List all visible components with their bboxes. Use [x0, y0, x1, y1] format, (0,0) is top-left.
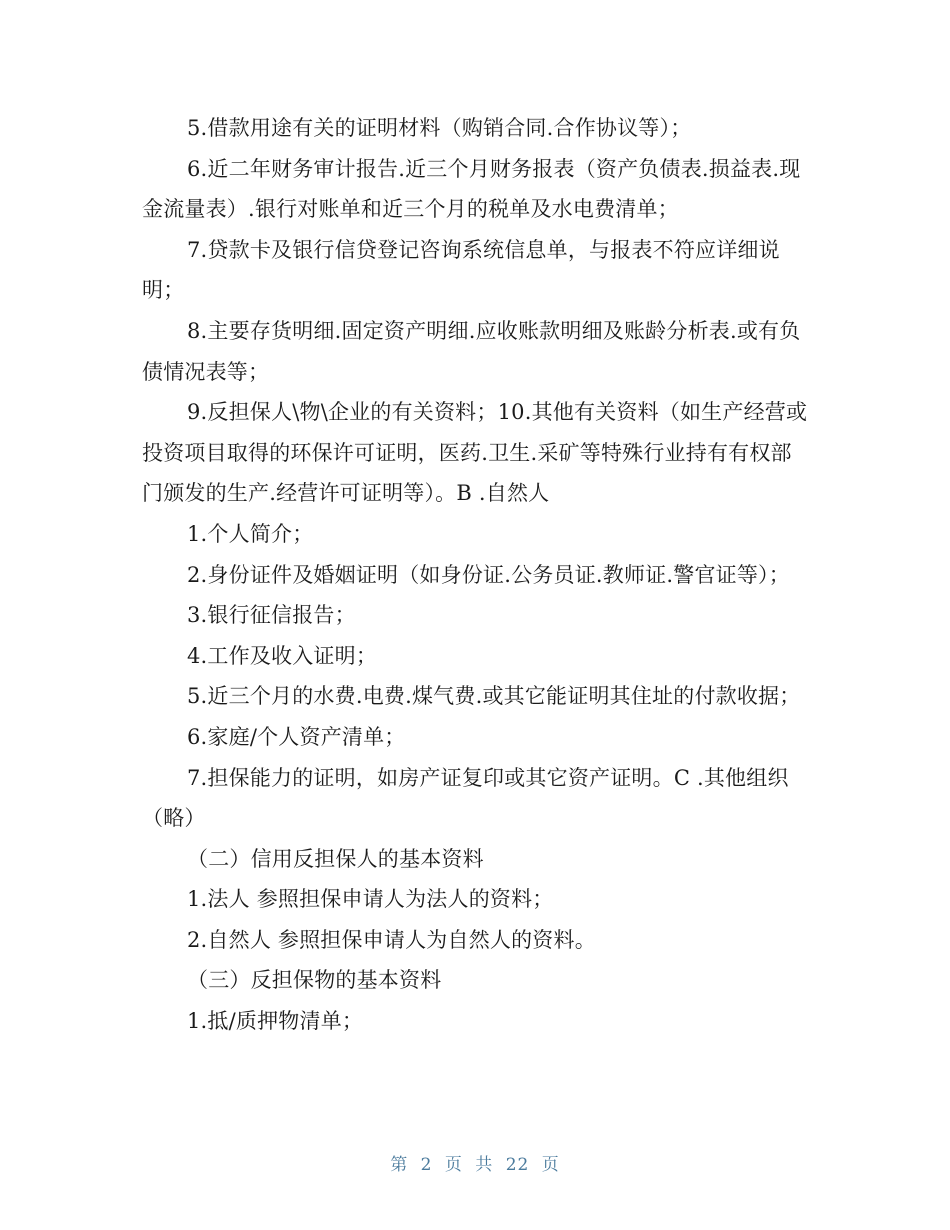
paragraph-natural-person-3: 3.银行征信报告；: [187, 603, 356, 628]
paragraph-natural-person-5: 5.近三个月的水费.电费.煤气费.或其它能证明其住址的付款收据；: [187, 684, 801, 709]
paragraph-natural-person-6: 6.家庭/个人资产清单；: [187, 724, 406, 749]
paragraph-item-9-counter-guarantor: 9.反担保人\物\企业的有关资料；10.其他有关资料（如生产经营或投资项目取得的环保许可证明，医药.卫生.采矿等特殊行业持有有权部门颁发的生产.经营许可证明等）。B .自然人: [142, 400, 808, 506]
paragraph-item-5-loan-purpose: 5.借款用途有关的证明材料（购销合同.合作协议等）；: [187, 116, 692, 140]
paragraph-natural-person-2: 2.身份证件及婚姻证明（如身份证.公务员证.教师证.警官证等）；: [187, 562, 790, 587]
section-heading-credit-counter-guarantor: （二）信用反担保人的基本资料: [187, 846, 484, 871]
paragraph-item-6-financial-reports: 6.近二年财务审计报告.近三个月财务报表（资产负债表.损益表.现金流量表）.银行对账单和近三个月的税单及水电费清单；: [142, 156, 801, 222]
paragraph-pledge-list: 1.抵/质押物清单；: [187, 1009, 364, 1034]
paragraph-item-8-inventory: 8.主要存货明细.固定资产明细.应收账款明细及账龄分析表.或有负债情况表等；: [142, 318, 801, 384]
paragraph-natural-person: 2.自然人 参照担保申请人为自然人的资料。: [187, 927, 596, 952]
paragraph-legal-person: 1.法人 参照担保申请人为法人的资料；: [187, 887, 554, 912]
page-number-footer: 第 2 页 共 22 页: [390, 1155, 560, 1175]
paragraph-natural-person-7: 7.担保能力的证明，如房产证复印或其它资产证明。C .其他组织（略）: [142, 765, 789, 831]
paragraph-item-7-loan-card: 7.贷款卡及银行信贷登记咨询系统信息单，与报表不符应详细说明；: [142, 237, 780, 303]
document-body: [142, 108, 812, 1042]
paragraph-natural-person-1: 1.个人简介；: [187, 521, 314, 546]
section-heading-counter-guarantee-property: （三）反担保物的基本资料: [187, 968, 442, 993]
paragraph-natural-person-4: 4.工作及收入证明；: [187, 643, 378, 668]
